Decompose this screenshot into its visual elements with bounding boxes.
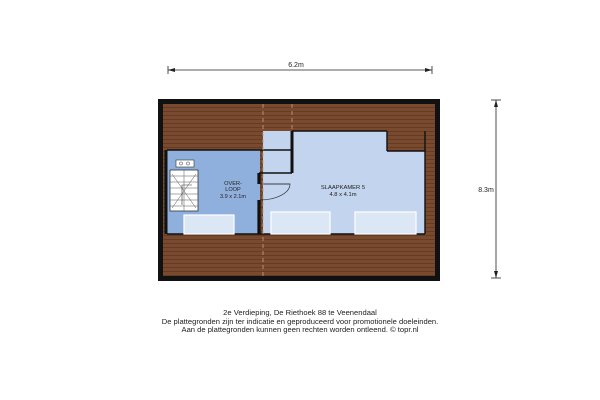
- landing-size: 3.9 x 2.1m: [219, 194, 247, 200]
- skylight-bedroom-right: [355, 212, 416, 234]
- bedroom-size: 4.8 x 4.1m: [329, 192, 357, 198]
- height-label: 8.3m: [478, 187, 494, 194]
- skylight-bedroom-left: [271, 212, 330, 234]
- staircase: [170, 170, 198, 211]
- caption-title: 2e Verdieping, De Riethoek 88 te Veenendaal: [223, 308, 377, 317]
- height-dimension: [478, 100, 501, 278]
- landing-label-line1: OVER-: [224, 181, 242, 187]
- appliance-icon: [176, 160, 194, 167]
- bedroom-label: SLAAPKAMER 5: [320, 185, 366, 191]
- width-label: 6.2m: [288, 62, 304, 69]
- landing-label-line2: LOOP: [225, 187, 241, 193]
- caption-disclaimer: De plattegronden zijn ter indicatie en geproduceerd voor promotionele doeleinden.: [161, 316, 439, 326]
- width-dimension: [168, 62, 432, 74]
- skylight-landing: [184, 215, 234, 234]
- caption-copyright: Aan de plattegronden kunnen geen rechten worden ontleend. © topr.nl: [181, 325, 419, 334]
- skylights: [184, 212, 416, 234]
